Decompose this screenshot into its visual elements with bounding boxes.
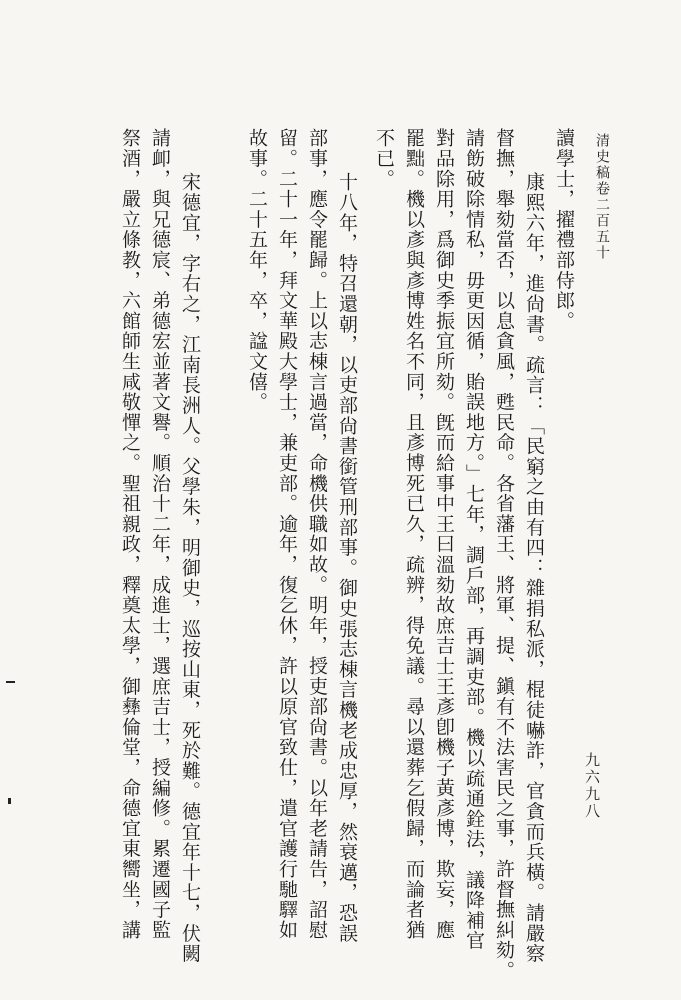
text-column: 不已。	[373, 128, 395, 189]
scan-mark	[6, 681, 15, 683]
text-column: 讀學士，擢禮部侍郎。	[553, 128, 575, 331]
running-title: 清史稿卷二百五十	[594, 133, 610, 261]
text-column: 對品除用，爲御史季振宜所劾。旣而給事中王曰溫劾故庶吉士王彥卽機子黃彥博，欺妄，應	[433, 128, 455, 940]
text-column: 祭酒，嚴立條教，六館師生咸敬憚之。聖祖親政，釋奠太學，御彝倫堂，命德宜東嚮坐，講	[119, 128, 141, 940]
text-column: 請飭破除情私，毋更因循，貽誤地方。」七年，調戶部，再調吏部。機以疏通銓法，議降補官	[463, 128, 485, 951]
text-column: 十八年，特召還朝，以吏部尙書銜管刑部事。御史張志棟言機老成忠厚，然衰邁，恐誤	[336, 172, 358, 944]
scan-mark	[8, 798, 11, 804]
text-column: 罷黜。機以彥與彥博姓名不同，且彥博死已久，疏辨，得免議。尋以還葬乞假歸，而論者猶	[403, 128, 425, 940]
text-column: 康熙六年，進尙書。疏言：「民窮之由有四：雜捐私派，棍徒嚇詐，官貪而兵橫。請嚴察	[523, 172, 545, 964]
text-column: 督撫，舉劾當否，以息貪風，甦民命。各省藩王、將軍、提、鎭有不法害民之事，許督撫糾劾。	[493, 128, 515, 981]
page-number: 九六九八	[583, 752, 601, 820]
text-column: 宋德宜，字右之，江南長洲人。父學朱，明御史，巡按山東，死於難。德宜年十七，伏闕	[179, 172, 201, 964]
text-column: 請卹，與兄德宸、弟德宏並著文譽。順治十二年，成進士，選庶吉士，授編修。累遷國子監	[149, 128, 171, 940]
text-column: 留。二十一年，拜文華殿大學士，兼吏部。逾年，復乞休，許以原官致仕，遣官護行馳驛如	[276, 128, 298, 940]
text-column: 故事。二十五年，卒，諡文僖。	[246, 128, 268, 413]
text-column: 部事，應令罷歸。上以志棟言過當，命機供職如故。明年，授吏部尙書。以年老請告，詔慰	[306, 128, 328, 940]
